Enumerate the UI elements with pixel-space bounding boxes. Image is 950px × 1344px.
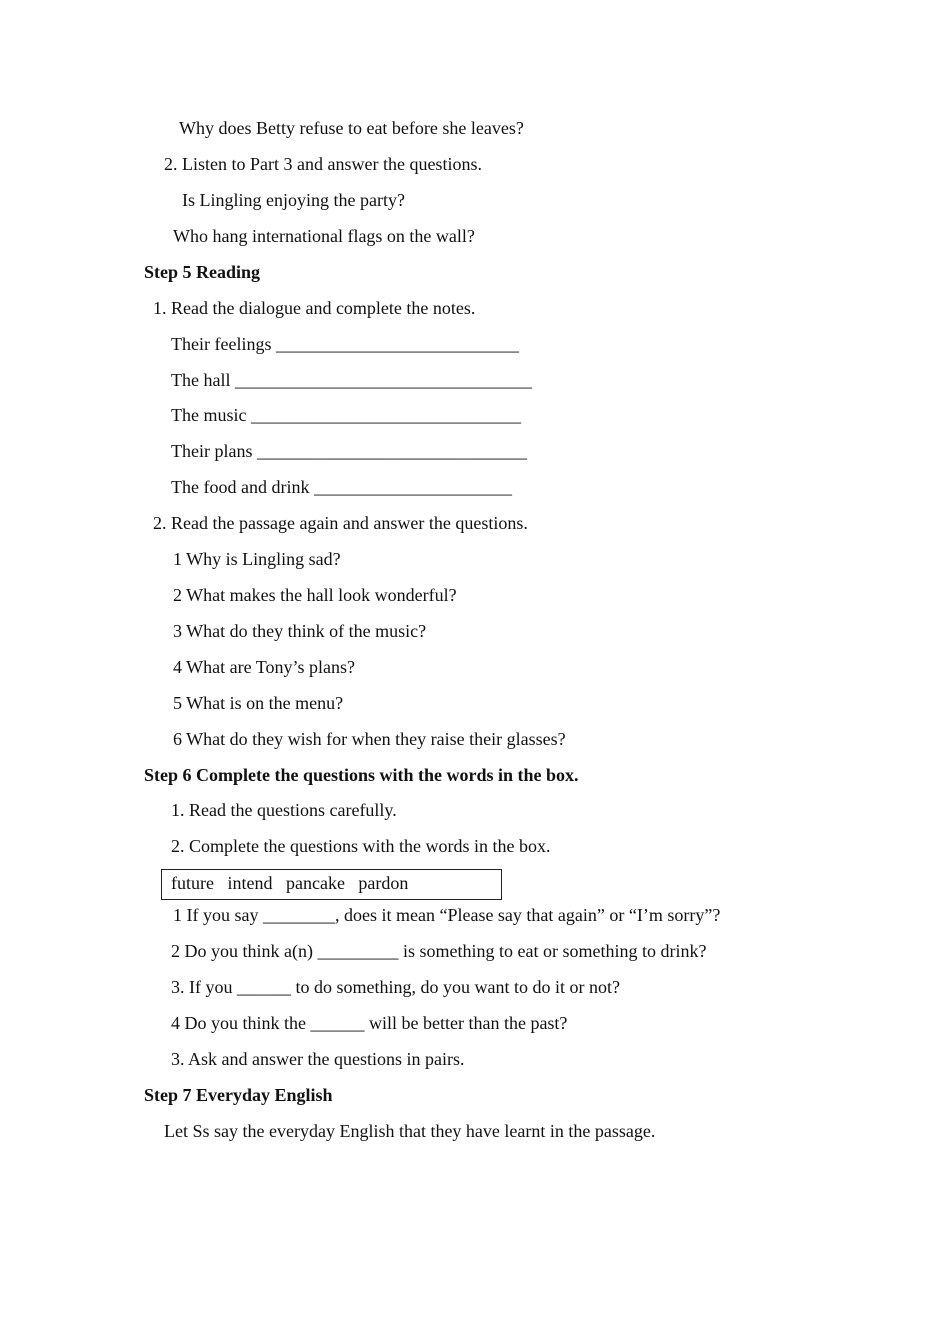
word-box-words: future intend pancake pardon [171, 873, 409, 893]
note-feelings: Their feelings ___________________________ [171, 334, 519, 354]
step7-heading: Step 7 Everyday English [144, 1085, 333, 1105]
reading-question-5: 5 What is on the menu? [173, 693, 344, 713]
part3-instruction: 2. Listen to Part 3 and answer the questions. [164, 154, 482, 174]
reading-question-6: 6 What do they wish for when they raise their glasses? [173, 729, 566, 749]
step6-heading: Step 6 Complete the questions with the words in the box. [144, 765, 579, 785]
reading-question-2: 2 What makes the hall look wonderful? [173, 585, 457, 605]
note-food-drink: The food and drink ______________________ [171, 477, 512, 497]
step5-heading: Step 5 Reading [144, 262, 261, 282]
question-lingling-party: Is Lingling enjoying the party? [182, 190, 405, 210]
question-betty: Why does Betty refuse to eat before she leaves? [179, 118, 524, 138]
step6-instruction-1: 1. Read the questions carefully. [171, 800, 397, 820]
step5-instruction-1: 1. Read the dialogue and complete the notes. [153, 298, 476, 318]
question-flags: Who hang international flags on the wall? [173, 226, 475, 246]
vocab-question-2: 2 Do you think a(n) _________ is something to eat or something to drink? [171, 941, 707, 961]
word-box [161, 869, 502, 900]
vocab-question-3: 3. If you ______ to do something, do you want to do it or not? [171, 977, 620, 997]
note-hall: The hall _________________________________ [171, 370, 532, 390]
step7-text: Let Ss say the everyday English that they have learnt in the passage. [164, 1121, 656, 1141]
reading-question-4: 4 What are Tony’s plans? [173, 657, 356, 677]
note-music: The music ______________________________ [171, 405, 521, 425]
step5-instruction-2: 2. Read the passage again and answer the questions. [153, 513, 528, 533]
reading-question-1: 1 Why is Lingling sad? [173, 549, 341, 569]
note-plans: Their plans ______________________________ [171, 441, 527, 461]
reading-question-3: 3 What do they think of the music? [173, 621, 427, 641]
step6-instruction-3: 3. Ask and answer the questions in pairs. [171, 1049, 465, 1069]
vocab-question-1: 1 If you say ________, does it mean “Please say that again” or “I’m sorry”? [173, 905, 721, 925]
step6-instruction-2: 2. Complete the questions with the words in the box. [171, 836, 551, 856]
vocab-question-4: 4 Do you think the ______ will be better than the past? [171, 1013, 568, 1033]
